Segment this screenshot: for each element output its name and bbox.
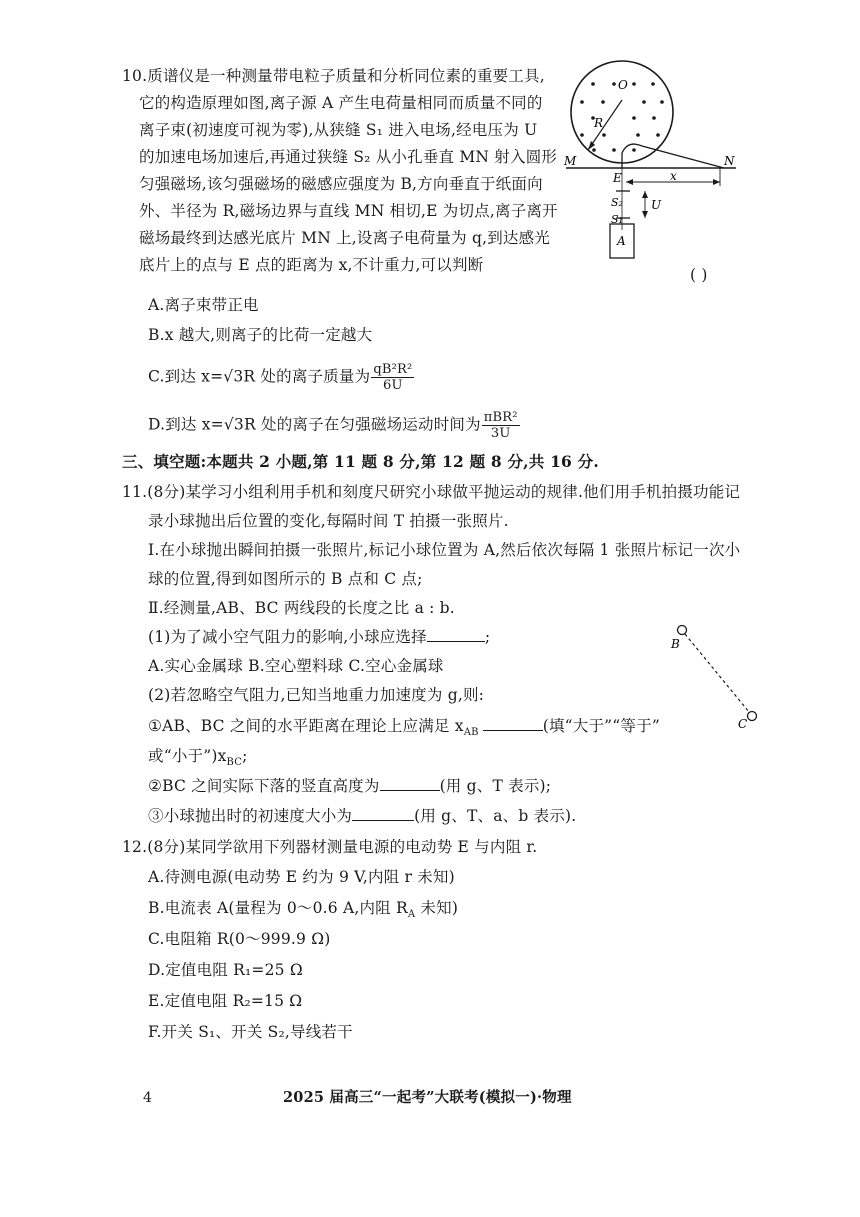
q10-line-6: 外、半径为 R,磁场边界与直线 MN 相切,E 为切点,离子离开: [139, 202, 558, 220]
fig-label-n: N: [724, 154, 735, 168]
blank-1[interactable]: [427, 627, 485, 642]
q11-part-1: (1)为了减小空气阻力的影响,小球应选择 ;: [148, 628, 491, 646]
page-number: 4: [143, 1090, 153, 1106]
q12-item-e: E.定值电阻 R₂=15 Ω: [148, 992, 303, 1010]
fig-label-r: R: [594, 116, 604, 130]
q10-line-1: 10.质谱仪是一种测量带电粒子质量和分析同位素的重要工具,: [122, 67, 545, 85]
fig-label-s2: S₂: [611, 196, 623, 209]
q10-line-4: 的加速电场加速后,再通过狭缝 S₂ 从小孔垂直 MN 射入圆形: [139, 148, 558, 166]
q11-line-5: Ⅱ.经测量,AB、BC 两线段的长度之比 a : b.: [148, 599, 455, 617]
point-b-label: B: [671, 637, 680, 651]
q10-line-5: 匀强磁场,该匀强磁场的磁感应强度为 B,方向垂直于纸面向: [139, 175, 543, 193]
mass-spectrometer-figure: [558, 52, 748, 267]
q12-line-1: 12.(8分)某同学欲用下列器材测量电源的电动势 E 与内阻 r.: [122, 838, 538, 856]
q11-part-2: (2)若忽略空气阻力,已知当地重力加速度为 g,则:: [148, 686, 485, 704]
fig-label-m: M: [564, 154, 577, 168]
fig-label-u: U: [651, 198, 662, 212]
q10-line-2: 它的构造原理如图,离子源 A 产生电荷量相同而质量不同的: [139, 94, 543, 112]
q12-item-d: D.定值电阻 R₁=25 Ω: [148, 961, 303, 979]
q11-line-2: 录小球抛出后位置的变化,每隔时间 T 拍摄一张照片.: [148, 512, 509, 530]
q11-part-2-item-2: ②BC 之间实际下落的竖直高度为 (用 g、T 表示);: [148, 777, 552, 795]
q11-line-4: 球的位置,得到如图所示的 B 点和 C 点;: [148, 570, 423, 588]
q10-answer-paren: ( ): [690, 266, 708, 284]
q10-line-8: 底片上的点与 E 点的距离为 x,不计重力,可以判断: [139, 256, 484, 274]
section-3-header: 三、填空题:本题共 2 小题,第 11 题 8 分,第 12 题 8 分,共 16 分.: [122, 452, 599, 471]
q11-line-1: 11.(8分)某学习小组利用手机和刻度尺研究小球做平抛运动的规律.他们用手机拍摄功能记: [122, 483, 741, 501]
q10-option-d: D.到达 x=√3R 处的离子在匀强磁场运动时间为 $\frac{\text{πBR²}}{3U}$: [148, 410, 518, 441]
fig-label-s1: S₁: [611, 213, 623, 226]
projectile-points-figure: [666, 620, 766, 740]
q11-part-2-item-1-cont: 或“小于$”)x_{BC}$;: [148, 747, 248, 769]
fig-label-o: O: [618, 78, 628, 92]
q12-item-f: F.开关 S₁、开关 S₂,导线若干: [148, 1023, 353, 1041]
option-c-fraction: $\frac{\text{qB²R²}}{6U}$: [373, 362, 413, 393]
q11-part-2-item-3: ③小球抛出时的初速度大小为 (用 g、T、a、b 表示).: [148, 807, 577, 825]
q12-item-b: B.电流表 A(量程为 0～0.6 A,内阻 $R_A$ 未知): [148, 899, 459, 921]
footer-title: 2025 届高三“一起考”大联考(模拟一)·物理: [283, 1089, 572, 1106]
q12-item-a: A.待测电源(电动势 E 约为 9 V,内阻 r 未知): [148, 868, 455, 886]
fig-label-x: x: [670, 169, 677, 183]
q11-part-1-options: A.实心金属球 B.空心塑料球 C.空心金属球: [148, 657, 444, 675]
q10-option-b: B.x 越大,则离子的比荷一定越大: [148, 326, 373, 344]
q11-part-2-item-1: ①AB、BC 之间的水平距离在理论上应满足 $x_{AB}$ (填“大于”“等于”: [148, 717, 660, 739]
fig-label-a: A: [617, 234, 626, 248]
blank-3[interactable]: [380, 776, 440, 791]
blank-4[interactable]: [352, 806, 414, 821]
q10-option-c: C.到达 x=√3R 处的离子质量为 $\frac{\text{qB²R²}}{6U}$: [148, 362, 413, 393]
q10-line-7: 磁场最终到达感光底片 MN 上,设离子电荷量为 q,到达感光: [139, 229, 550, 247]
option-d-fraction: $\frac{\text{πBR²}}{3U}$: [483, 410, 518, 441]
q10-option-a: A.离子束带正电: [148, 296, 259, 314]
q11-line-3: Ⅰ.在小球抛出瞬间拍摄一张照片,标记小球位置为 A,然后依次每隔 1 张照片标记一次小: [148, 541, 741, 559]
fig-label-e: E: [613, 171, 622, 185]
blank-2[interactable]: [483, 716, 543, 731]
q12-item-c: C.电阻箱 R(0～999.9 Ω): [148, 930, 331, 948]
point-c-label: C: [738, 717, 748, 731]
q10-line-3: 离子束(初速度可视为零),从狭缝 S₁ 进入电场,经电压为 U: [139, 121, 538, 139]
